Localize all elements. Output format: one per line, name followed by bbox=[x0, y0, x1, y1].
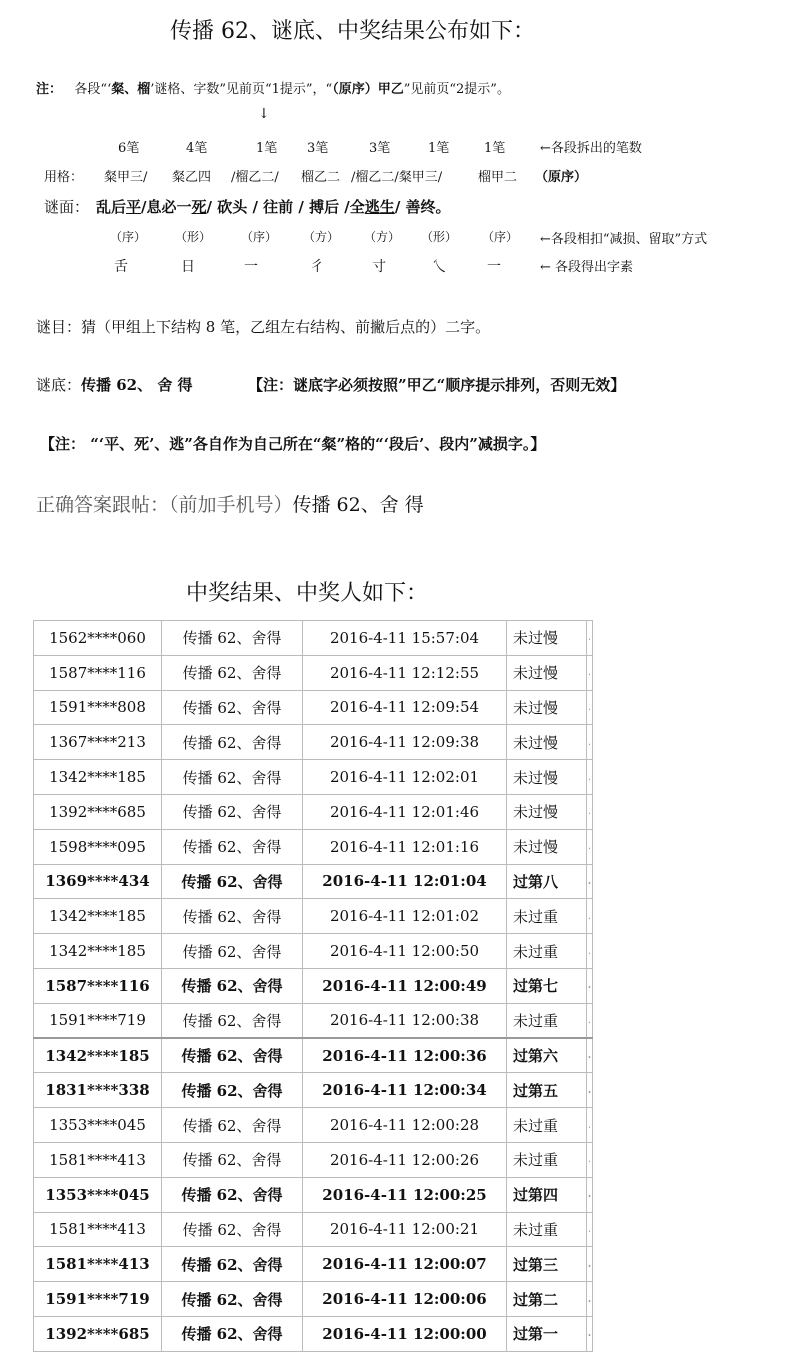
phone-cell: 1392****685 bbox=[34, 1316, 162, 1351]
phone-cell: 1342****185 bbox=[34, 760, 162, 795]
answer-cell: 传播 62、舍得 bbox=[162, 794, 303, 829]
mimu-text: 谜目：猜（甲组上下结构 8 笔，乙组左右结构、前撇后点的）二字。 bbox=[36, 318, 491, 336]
time-cell: 2016-4-11 12:12:55 bbox=[303, 655, 507, 690]
phone-cell: 1581****413 bbox=[34, 1212, 162, 1247]
time-cell: 2016-4-11 12:00:28 bbox=[303, 1108, 507, 1143]
phone-cell: 1598****095 bbox=[34, 829, 162, 864]
answer-cell: 传播 62、舍得 bbox=[162, 864, 303, 899]
status-cell: 过第四 bbox=[507, 1177, 587, 1212]
phone-cell: 1392****685 bbox=[34, 794, 162, 829]
answer-cell: 传播 62、舍得 bbox=[162, 1108, 303, 1143]
answer-cell: 传播 62、舍得 bbox=[162, 968, 303, 1003]
answer-cell: 传播 62、舍得 bbox=[162, 829, 303, 864]
element-1: 舌 bbox=[114, 259, 128, 275]
answer-cell: 传播 62、舍得 bbox=[162, 1282, 303, 1317]
mimian-label: 谜面： bbox=[44, 198, 90, 216]
table-row bbox=[34, 1177, 593, 1212]
mimian-part-5: / 砍头 / 往前 / 搏后 /全 bbox=[206, 198, 365, 216]
row-marker: . bbox=[587, 1212, 593, 1247]
time-cell: 2016-4-11 12:00:06 bbox=[303, 1282, 507, 1317]
table-row bbox=[34, 829, 593, 864]
answer-cell: 传播 62、舍得 bbox=[162, 621, 303, 656]
status-cell: 过第七 bbox=[507, 968, 587, 1003]
table-row bbox=[34, 1003, 593, 1038]
element-note: ← 各段得出字素 bbox=[540, 260, 634, 275]
table-row bbox=[34, 864, 593, 899]
status-cell: 未过慢 bbox=[507, 690, 587, 725]
table-row bbox=[34, 968, 593, 1003]
time-cell: 2016-4-11 12:01:46 bbox=[303, 794, 507, 829]
time-cell: 2016-4-11 12:00:26 bbox=[303, 1142, 507, 1177]
row-marker: . bbox=[587, 794, 593, 829]
phone-cell: 1369****434 bbox=[34, 864, 162, 899]
row-marker: . bbox=[587, 1282, 593, 1317]
phone-cell: 1353****045 bbox=[34, 1108, 162, 1143]
time-cell: 2016-4-11 12:09:38 bbox=[303, 725, 507, 760]
element-2: 日 bbox=[181, 259, 195, 275]
status-cell: 未过慢 bbox=[507, 725, 587, 760]
time-cell: 2016-4-11 12:00:38 bbox=[303, 1003, 507, 1038]
yongge-item-2: 粲乙四 bbox=[172, 170, 212, 185]
phone-cell: 1591****719 bbox=[34, 1003, 162, 1038]
time-cell: 2016-4-11 15:57:04 bbox=[303, 621, 507, 656]
phone-cell: 1587****116 bbox=[34, 968, 162, 1003]
answer-cell: 传播 62、舍得 bbox=[162, 725, 303, 760]
table-row bbox=[34, 1316, 593, 1351]
phone-cell: 1587****116 bbox=[34, 655, 162, 690]
status-cell: 未过慢 bbox=[507, 794, 587, 829]
answer-cell: 传播 62、舍得 bbox=[162, 655, 303, 690]
table-row bbox=[34, 1142, 593, 1177]
status-cell: 未过重 bbox=[507, 899, 587, 934]
phone-cell: 1562****060 bbox=[34, 621, 162, 656]
stroke-count-1: 6笔 bbox=[118, 141, 140, 156]
midi-line bbox=[36, 374, 193, 395]
method-6: （形） bbox=[421, 230, 458, 244]
table-row bbox=[34, 1108, 593, 1143]
row-marker: . bbox=[587, 934, 593, 969]
phone-cell: 1342****185 bbox=[34, 1038, 162, 1073]
note-hint-reference bbox=[36, 78, 510, 97]
row-marker: . bbox=[587, 1247, 593, 1282]
phone-cell: 1581****413 bbox=[34, 1142, 162, 1177]
status-cell: 过第六 bbox=[507, 1038, 587, 1073]
down-arrow-icon: ↓ bbox=[258, 106, 270, 122]
note-text-b: ’谜格、字数”见前页“1提示”，“ bbox=[150, 82, 333, 97]
note-reduction: 【注： “‘平、死’、逃”各自作为自己所在“粲”格的“‘段后’、段内”减损字。】 bbox=[40, 435, 546, 453]
row-marker: . bbox=[587, 1177, 593, 1212]
table-row bbox=[34, 1247, 593, 1282]
stroke-count-3: 1笔 bbox=[256, 141, 278, 156]
answer-cell: 传播 62、舍得 bbox=[162, 1212, 303, 1247]
table-row bbox=[34, 655, 593, 690]
status-cell: 过第五 bbox=[507, 1073, 587, 1108]
method-4: （方） bbox=[303, 230, 340, 244]
time-cell: 2016-4-11 12:02:01 bbox=[303, 760, 507, 795]
answer-value: 传播 62、舍 得 bbox=[292, 494, 424, 516]
time-cell: 2016-4-11 12:00:50 bbox=[303, 934, 507, 969]
answer-cell: 传播 62、舍得 bbox=[162, 1003, 303, 1038]
element-3: 一 bbox=[244, 259, 258, 275]
method-7: （序） bbox=[482, 230, 519, 244]
row-marker: . bbox=[587, 899, 593, 934]
answer-cell: 传播 62、舍得 bbox=[162, 934, 303, 969]
method-2: （形） bbox=[175, 230, 212, 244]
page-title: 传播 62、谜底、中奖结果公布如下： bbox=[170, 19, 535, 44]
answer-cell: 传播 62、舍得 bbox=[162, 1316, 303, 1351]
status-cell: 未过重 bbox=[507, 1212, 587, 1247]
method-note: ←各段相扣“减损、留取”方式 bbox=[540, 232, 708, 247]
phone-cell: 1342****185 bbox=[34, 934, 162, 969]
time-cell: 2016-4-11 12:00:34 bbox=[303, 1073, 507, 1108]
note-text-c: ”见前页“2提示”。 bbox=[403, 82, 510, 97]
table-row bbox=[34, 690, 593, 725]
results-title: 中奖结果、中奖人如下： bbox=[186, 581, 429, 606]
stroke-count-5: 3笔 bbox=[369, 141, 391, 156]
mimian-text bbox=[96, 196, 451, 217]
answer-cell: 传播 62、舍得 bbox=[162, 899, 303, 934]
time-cell: 2016-4-11 12:00:21 bbox=[303, 1212, 507, 1247]
midi-note: 【注：谜底字必须按照”甲乙“顺序提示排列，否则无效】 bbox=[248, 376, 626, 394]
status-cell: 未过重 bbox=[507, 934, 587, 969]
midi-label: 谜底： bbox=[36, 376, 82, 394]
yongge-note: （原序） bbox=[535, 170, 588, 185]
answer-line bbox=[36, 490, 424, 517]
phone-cell: 1367****213 bbox=[34, 725, 162, 760]
time-cell: 2016-4-11 12:00:49 bbox=[303, 968, 507, 1003]
time-cell: 2016-4-11 12:00:07 bbox=[303, 1247, 507, 1282]
time-cell: 2016-4-11 12:01:04 bbox=[303, 864, 507, 899]
phone-cell: 1591****808 bbox=[34, 690, 162, 725]
note-prefix: 注： bbox=[36, 82, 63, 97]
mimian-part-7: 生 bbox=[379, 198, 395, 216]
status-cell: 过第八 bbox=[507, 864, 587, 899]
row-marker: . bbox=[587, 725, 593, 760]
status-cell: 未过重 bbox=[507, 1142, 587, 1177]
status-cell: 过第一 bbox=[507, 1316, 587, 1351]
answer-cell: 传播 62、舍得 bbox=[162, 690, 303, 725]
time-cell: 2016-4-11 12:09:54 bbox=[303, 690, 507, 725]
stroke-count-7: 1笔 bbox=[484, 141, 506, 156]
row-marker: . bbox=[587, 829, 593, 864]
element-5: 寸 bbox=[372, 259, 386, 275]
row-marker: . bbox=[587, 1003, 593, 1038]
time-cell: 2016-4-11 12:00:36 bbox=[303, 1038, 507, 1073]
stroke-count-4: 3笔 bbox=[307, 141, 329, 156]
answer-cell: 传播 62、舍得 bbox=[162, 1038, 303, 1073]
time-cell: 2016-4-11 12:01:02 bbox=[303, 899, 507, 934]
mimian-part-6: 逃 bbox=[364, 198, 380, 216]
time-cell: 2016-4-11 12:00:25 bbox=[303, 1177, 507, 1212]
mimian-part-2: 平 bbox=[126, 198, 142, 216]
element-6: 乀 bbox=[432, 259, 446, 275]
note-bold-b: （原序）甲乙 bbox=[332, 82, 404, 97]
yongge-label: 用格： bbox=[44, 170, 84, 185]
row-marker: . bbox=[587, 621, 593, 656]
stroke-count-6: 1笔 bbox=[428, 141, 450, 156]
answer-cell: 传播 62、舍得 bbox=[162, 1073, 303, 1108]
answer-cell: 传播 62、舍得 bbox=[162, 1177, 303, 1212]
mimian-part-1: 乱后 bbox=[96, 198, 127, 216]
answer-label: 正确答案跟帖：（前加手机号） bbox=[36, 494, 293, 516]
phone-cell: 1581****413 bbox=[34, 1247, 162, 1282]
mimian-part-4: 死 bbox=[191, 198, 207, 216]
row-marker: . bbox=[587, 760, 593, 795]
yongge-item-5: /榴乙二/粲甲三/ bbox=[351, 170, 443, 185]
answer-cell: 传播 62、舍得 bbox=[162, 1247, 303, 1282]
answer-cell: 传播 62、舍得 bbox=[162, 760, 303, 795]
status-cell: 过第三 bbox=[507, 1247, 587, 1282]
method-5: （方） bbox=[364, 230, 401, 244]
yongge-item-4: 榴乙二 bbox=[301, 170, 341, 185]
time-cell: 2016-4-11 12:00:00 bbox=[303, 1316, 507, 1351]
phone-cell: 1591****719 bbox=[34, 1282, 162, 1317]
status-cell: 未过重 bbox=[507, 1003, 587, 1038]
phone-cell: 1831****338 bbox=[34, 1073, 162, 1108]
yongge-item-3: /榴乙二/ bbox=[231, 170, 279, 185]
row-marker: . bbox=[587, 1316, 593, 1351]
table-row bbox=[34, 934, 593, 969]
table-row bbox=[34, 621, 593, 656]
table-row bbox=[34, 1073, 593, 1108]
row-marker: . bbox=[587, 968, 593, 1003]
mimian-part-8: / 善终。 bbox=[394, 198, 451, 216]
table-row bbox=[34, 1282, 593, 1317]
mimian-part-3: /息必一 bbox=[141, 198, 192, 216]
midi-answer: 传播 62、 舍 得 bbox=[81, 376, 193, 394]
method-1: （序） bbox=[110, 230, 147, 244]
element-7: 一 bbox=[487, 259, 501, 275]
status-cell: 未过慢 bbox=[507, 655, 587, 690]
table-row bbox=[34, 725, 593, 760]
table-row bbox=[34, 760, 593, 795]
answer-cell: 传播 62、舍得 bbox=[162, 1142, 303, 1177]
row-marker: . bbox=[587, 864, 593, 899]
phone-cell: 1353****045 bbox=[34, 1177, 162, 1212]
table-row bbox=[34, 1212, 593, 1247]
phone-cell: 1342****185 bbox=[34, 899, 162, 934]
element-4: 彳 bbox=[310, 259, 324, 275]
stroke-count-note: ←各段拆出的笔数 bbox=[540, 141, 642, 156]
results-table bbox=[33, 620, 593, 1352]
status-cell: 未过慢 bbox=[507, 829, 587, 864]
table-row bbox=[34, 899, 593, 934]
status-cell: 未过慢 bbox=[507, 760, 587, 795]
row-marker: . bbox=[587, 1038, 593, 1073]
row-marker: . bbox=[587, 690, 593, 725]
table-row bbox=[34, 1038, 593, 1073]
time-cell: 2016-4-11 12:01:16 bbox=[303, 829, 507, 864]
stroke-count-2: 4笔 bbox=[186, 141, 208, 156]
row-marker: . bbox=[587, 1073, 593, 1108]
row-marker: . bbox=[587, 1108, 593, 1143]
status-cell: 过第二 bbox=[507, 1282, 587, 1317]
note-text-a: 各段“‘ bbox=[74, 82, 112, 97]
table-row bbox=[34, 794, 593, 829]
yongge-item-1: 粲甲三/ bbox=[104, 170, 148, 185]
note-bold-a: 粲、榴 bbox=[111, 82, 151, 97]
row-marker: . bbox=[587, 655, 593, 690]
yongge-item-6: 榴甲二 bbox=[478, 170, 518, 185]
status-cell: 未过慢 bbox=[507, 621, 587, 656]
status-cell: 未过重 bbox=[507, 1108, 587, 1143]
row-marker: . bbox=[587, 1142, 593, 1177]
method-3: （序） bbox=[241, 230, 278, 244]
